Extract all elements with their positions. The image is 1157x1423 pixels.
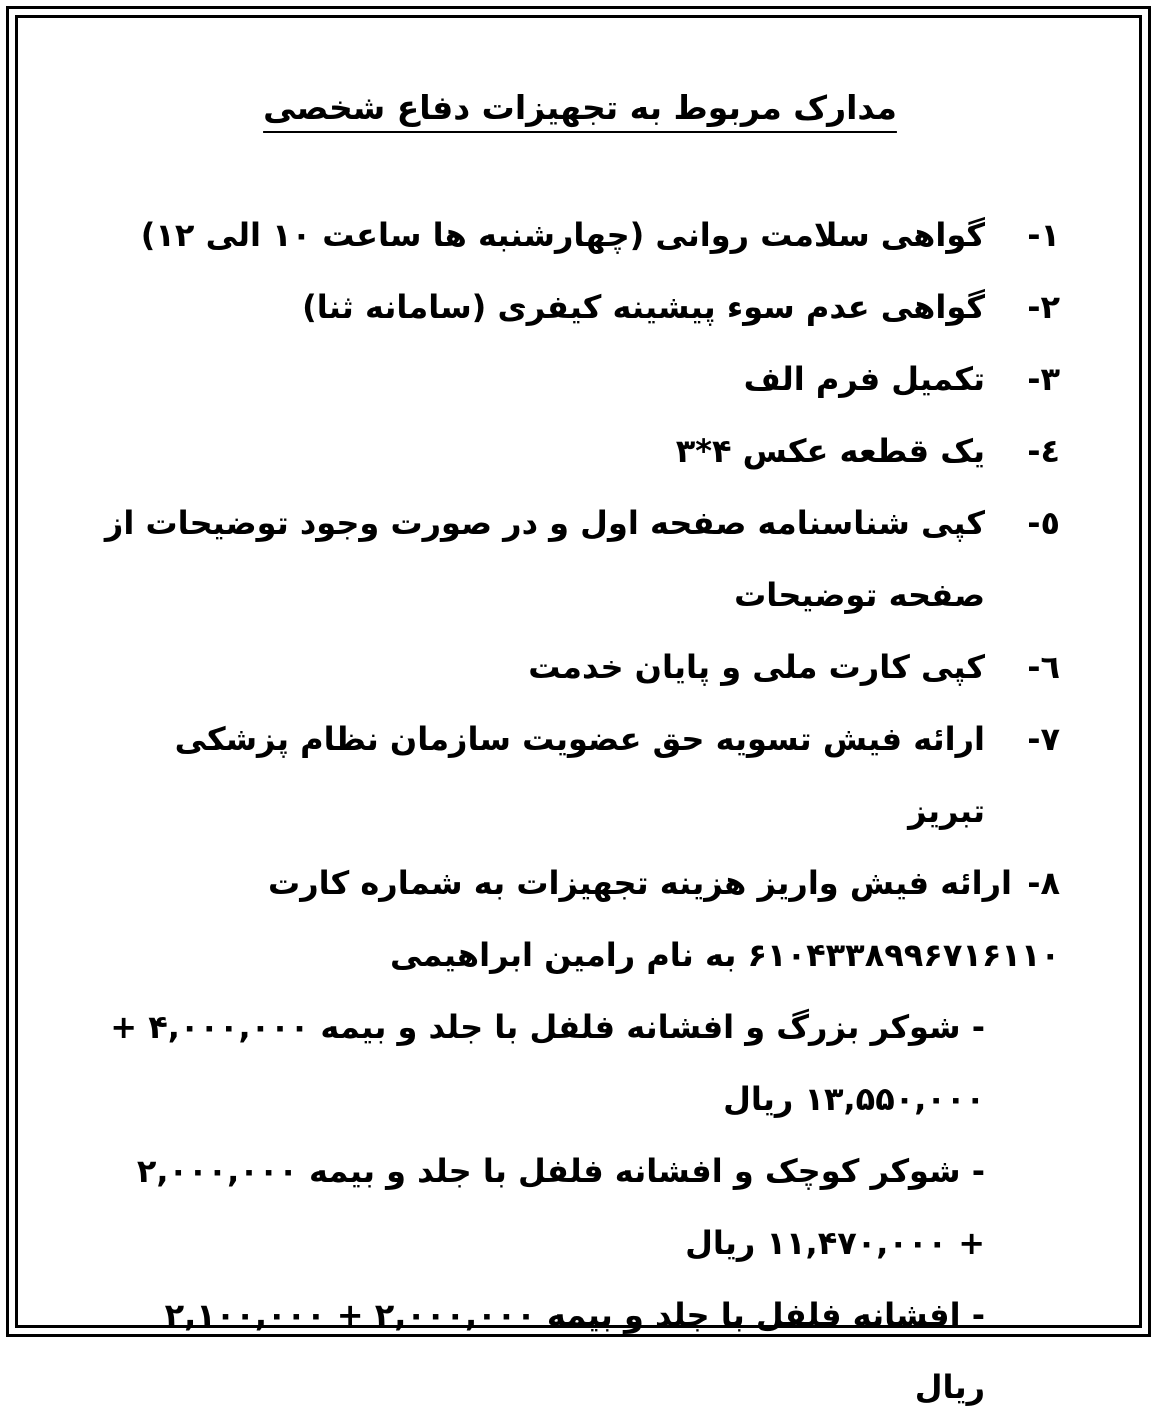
document-body: [100, 80, 1060, 1423]
title-text: مدارک مربوط به تجهیزات دفاع شخصی: [263, 88, 897, 127]
list-item: [100, 487, 1060, 631]
item-text: گواهی سلامت روانی (چهارشنبه ها ساعت ۱۰ الی ۱۲): [140, 216, 985, 254]
item-number: ۲-: [1027, 288, 1060, 326]
item-number: ۱-: [1027, 216, 1060, 254]
item-text: یک قطعه عکس ۴*۳: [675, 432, 985, 470]
price-item: - شوکر بزرگ و افشانه فلفل با جلد و بیمه ۴,۰۰۰,۰۰۰ + ۱۳,۵۵۰,۰۰۰ ریال: [110, 1008, 985, 1118]
card-number-line: ۶۱۰۴۳۳۸۹۹۶۷۱۶۱۱۰ به نام رامین ابراهیمی: [390, 936, 1060, 974]
list-item: [100, 271, 1060, 343]
item-text: گواهی عدم سوء پیشینه کیفری (سامانه ثنا): [302, 288, 985, 326]
item-number: ۷-: [1027, 720, 1060, 758]
document-title: [100, 80, 1060, 136]
price-item: - شوکر کوچک و افشانه فلفل با جلد و بیمه ۲,۰۰۰,۰۰۰ + ۱۱,۴۷۰,۰۰۰ ریال: [136, 1152, 985, 1262]
price-item: - افشانه فلفل با جلد و بیمه ۲,۰۰۰,۰۰۰ + ۲,۱۰۰,۰۰۰ ریال: [164, 1296, 985, 1406]
item-text: ارائه فیش واریز هزینه تجهیزات به شماره کارت: [268, 864, 1012, 902]
item-number: ۳-: [1027, 360, 1060, 398]
item-number: ٥-: [1027, 504, 1060, 542]
item-number: ٤-: [1027, 432, 1060, 470]
list-item: [100, 703, 1060, 847]
item-text: کپی شناسنامه صفحه اول و در صورت وجود توضیحات از صفحه توضیحات: [104, 504, 985, 614]
list-item: [100, 343, 1060, 415]
item-number: ٦-: [1027, 648, 1060, 686]
item-number: ۸-: [1027, 864, 1060, 902]
list-item: [100, 415, 1060, 487]
list-item-payment: [100, 847, 1060, 919]
item-text: کپی کارت ملی و پایان خدمت: [528, 648, 985, 686]
list-item: [100, 199, 1060, 271]
item-text: تکمیل فرم الف: [743, 360, 985, 398]
item-text: ارائه فیش تسویه حق عضویت سازمان نظام پزشکی تبریز: [174, 720, 985, 830]
list-item: [100, 631, 1060, 703]
